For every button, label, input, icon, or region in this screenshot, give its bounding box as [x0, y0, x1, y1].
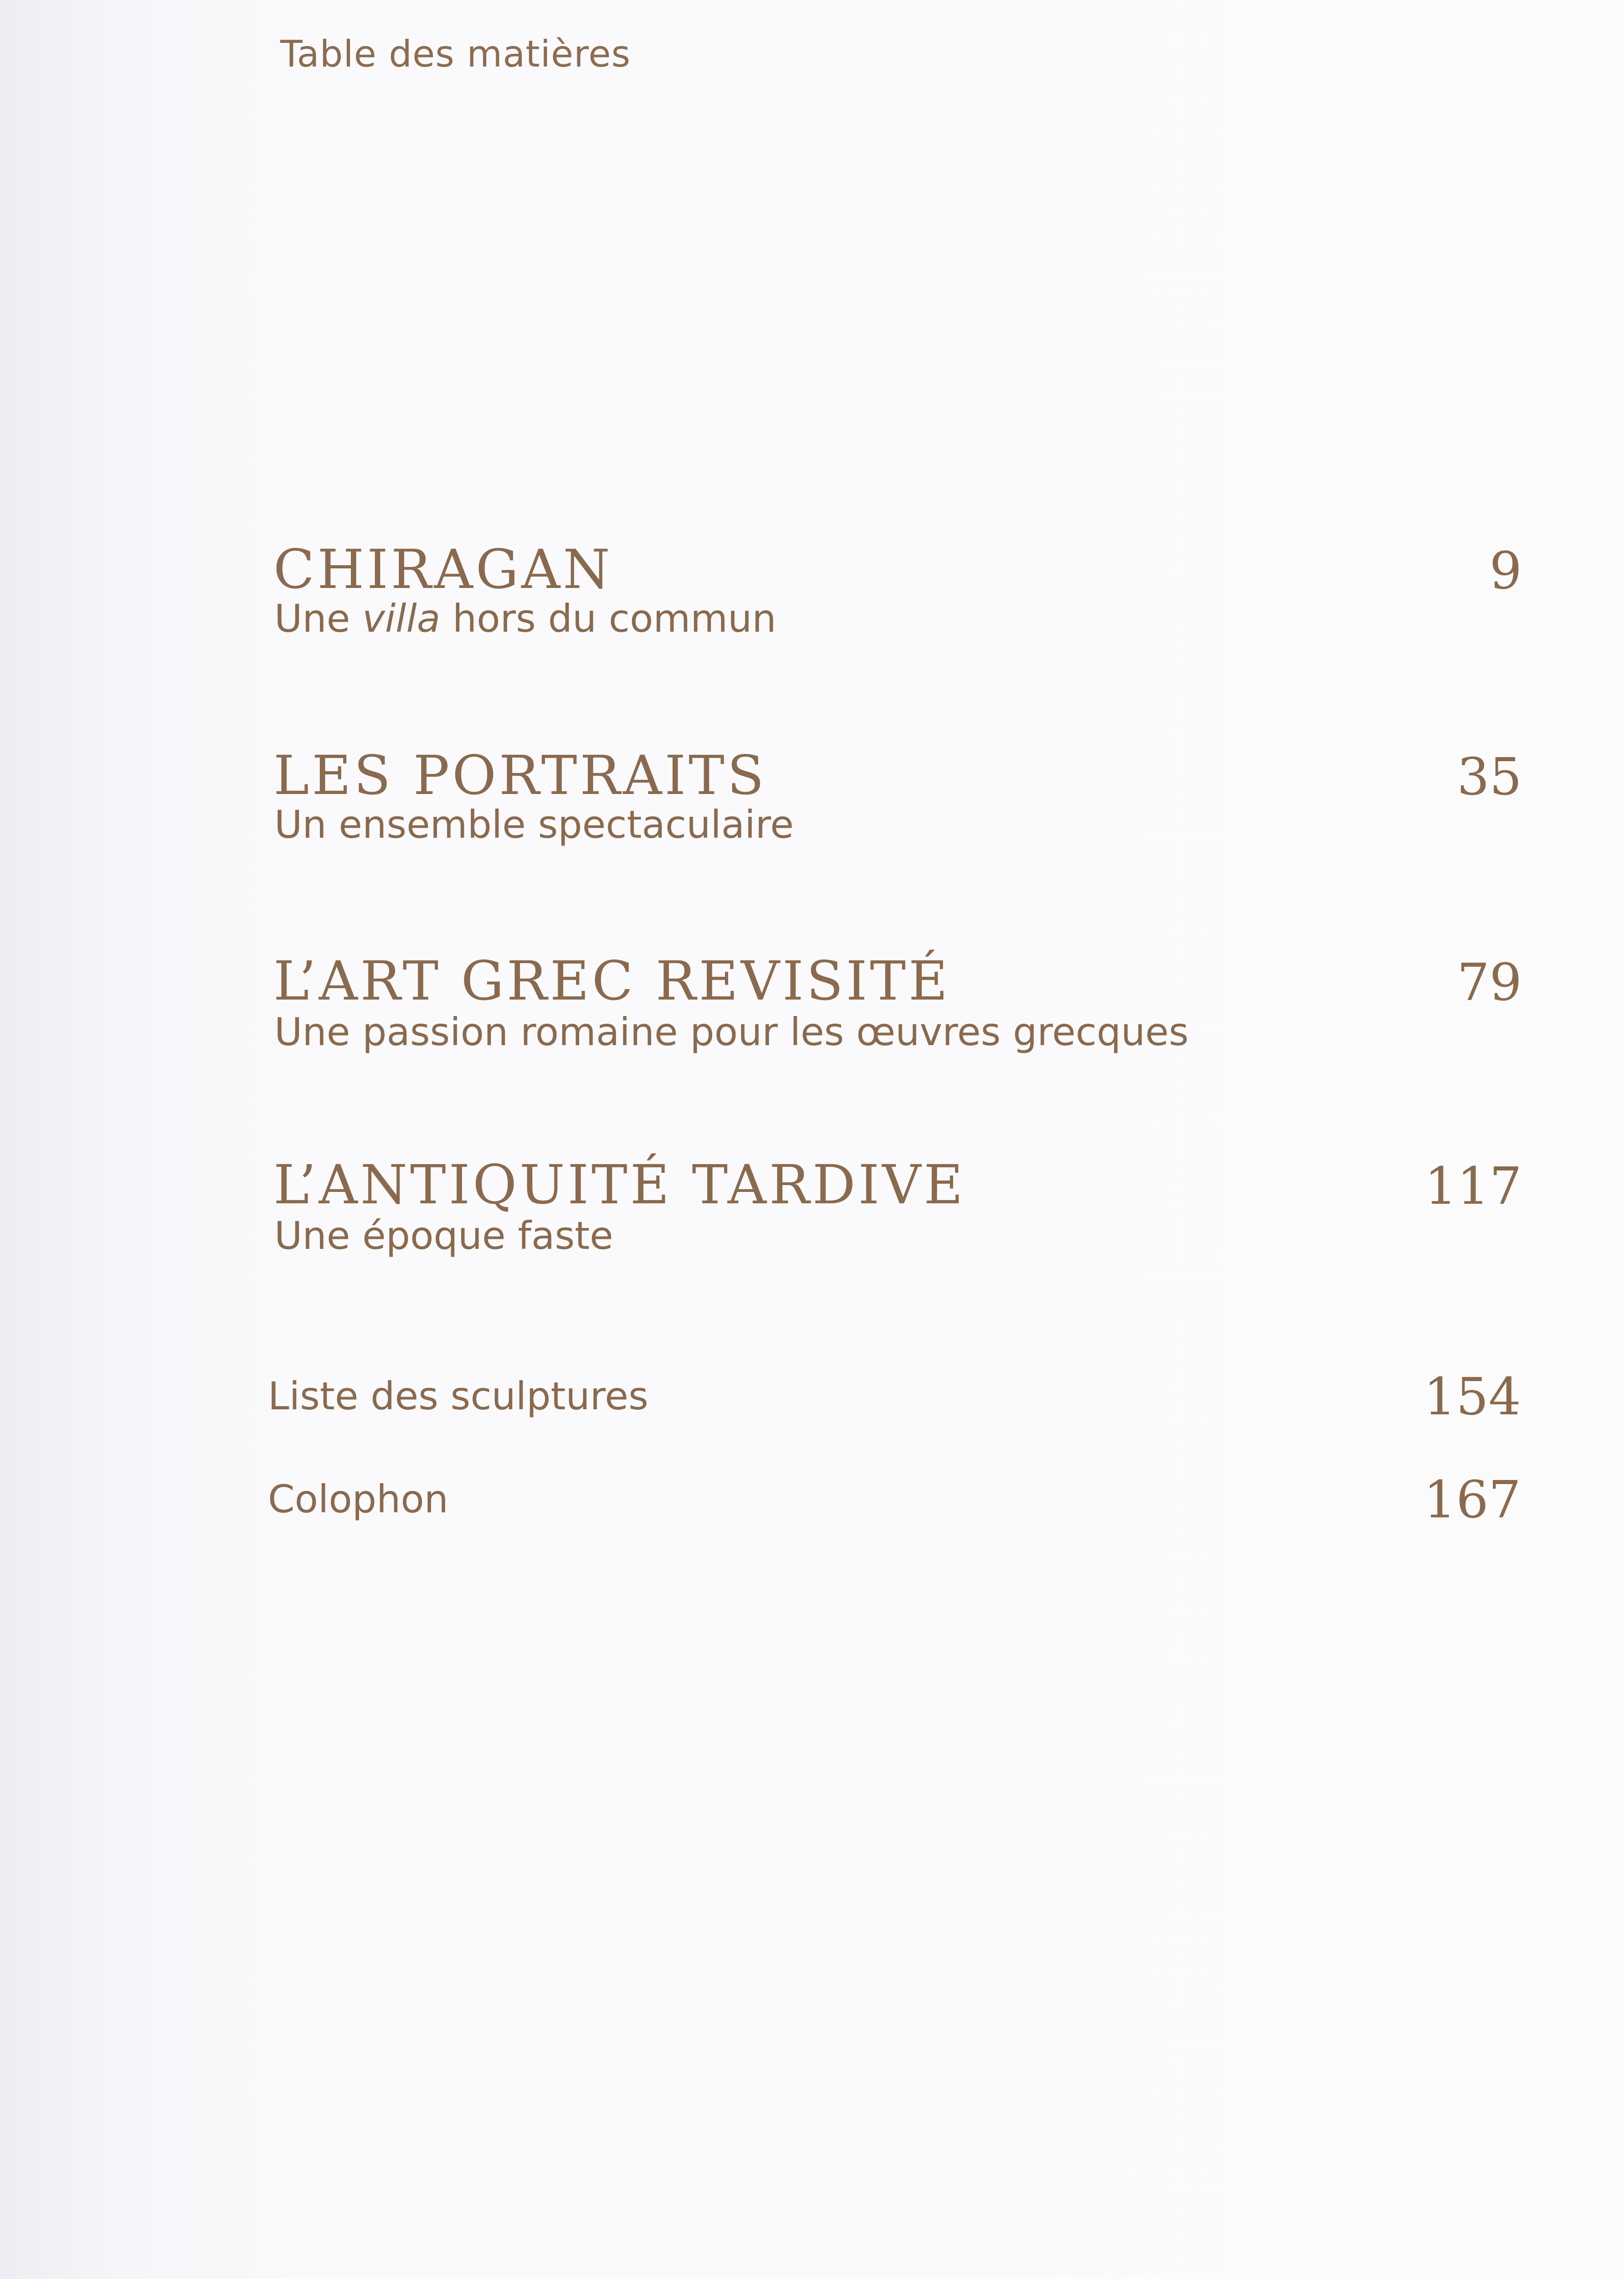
running-head: Table des matières [280, 33, 631, 75]
toc-entry-liste-des-sculptures[interactable] [268, 1367, 1521, 1433]
subtitle-text: Un ensemble spectaculaire [274, 802, 794, 847]
page-number: 9 [1489, 541, 1522, 601]
subtitle-text: Une passion romaine pour les œuvres grecques [274, 1010, 1189, 1054]
page-number: 167 [1424, 1470, 1521, 1530]
section-subtitle [274, 596, 776, 641]
subtitle-italic-text: villa [362, 596, 441, 641]
subtitle-text: Une époque faste [274, 1213, 613, 1258]
section-subtitle [274, 802, 794, 847]
page-number: 35 [1457, 748, 1522, 807]
toc-entry-les-portraits[interactable] [273, 744, 1522, 862]
section-title: L’ART GREC REVISITÉ [273, 949, 951, 1012]
subtitle-text-end: hors du commun [440, 596, 776, 641]
toc-entry-antiquite-tardive[interactable] [273, 1153, 1522, 1272]
page-number: 117 [1424, 1157, 1522, 1216]
page-number: 154 [1424, 1367, 1521, 1427]
toc-entry-colophon[interactable] [268, 1470, 1521, 1536]
section-subtitle [274, 1213, 613, 1258]
appendix-label: Colophon [268, 1477, 448, 1521]
section-title: L’ANTIQUITÉ TARDIVE [273, 1153, 966, 1216]
toc-entry-art-grec-revisite[interactable] [273, 949, 1522, 1068]
page-number: 79 [1457, 953, 1522, 1012]
section-title: LES PORTRAITS [273, 744, 767, 807]
toc-entry-chiragan[interactable] [273, 538, 1522, 656]
section-subtitle [274, 1010, 1189, 1054]
appendix-label: Liste des sculptures [268, 1374, 648, 1418]
section-title: CHIRAGAN [273, 538, 613, 601]
subtitle-text: Une [274, 596, 363, 641]
